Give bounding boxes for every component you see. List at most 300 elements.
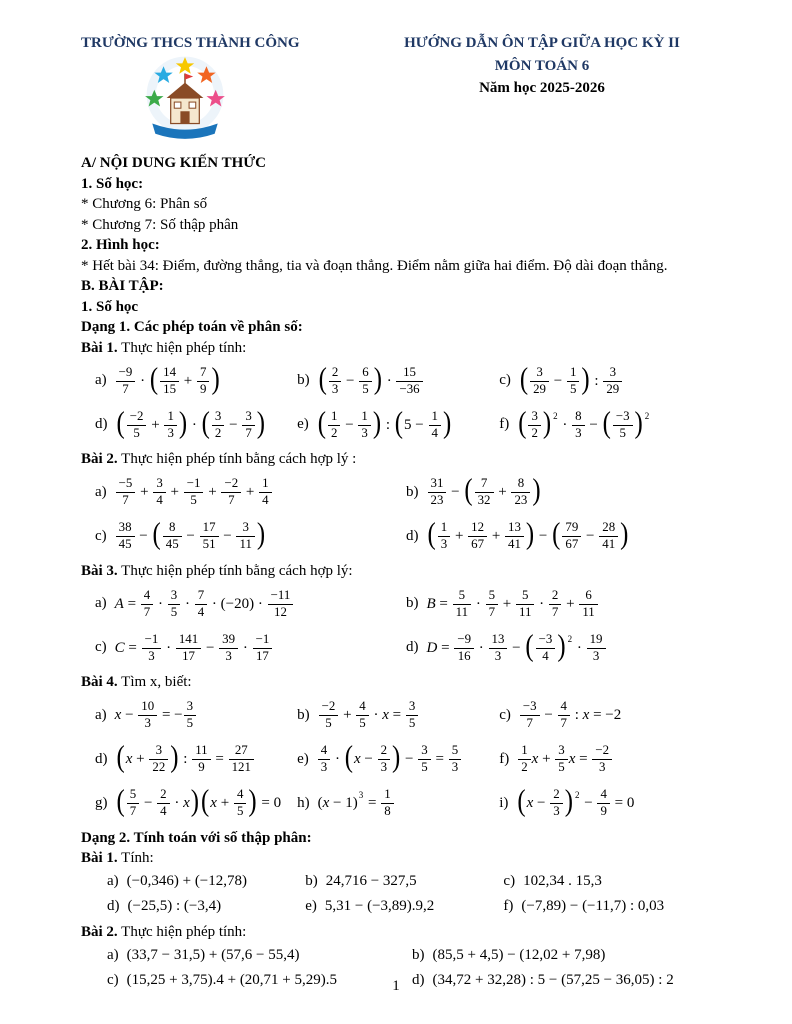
denominator: 32 [477, 493, 491, 507]
variable: B [426, 595, 436, 612]
numerator: 17 [200, 521, 219, 537]
denominator: 11 [455, 604, 469, 619]
denominator: 3 [494, 648, 502, 663]
fraction [168, 589, 180, 620]
numerator: 7 [197, 366, 209, 382]
math-expression: $\frac{-5}{7}$ + $\frac{3}{4}$ + $\frac{-1}{5}$ + $\frac{-2}{7}$ + $\frac{1}{4}$ [115, 477, 273, 508]
item-label: e) [297, 750, 309, 767]
fraction [184, 700, 196, 731]
denominator: 4 [542, 648, 549, 663]
exercise-item [95, 359, 291, 403]
fraction [164, 410, 176, 441]
big-paren: ) [256, 406, 266, 440]
item-label: d) [95, 416, 108, 433]
fraction [197, 366, 209, 397]
numerator: 13 [489, 633, 508, 649]
fraction [160, 366, 179, 397]
fraction [359, 366, 371, 397]
denominator: 11 [518, 604, 532, 619]
text-bold: Dạng 1. Các phép toán về phân số: [81, 319, 303, 335]
school-logo [139, 56, 231, 149]
exercise-block [81, 870, 711, 920]
numerator: 4 [356, 700, 368, 716]
exercise-item [406, 626, 711, 670]
text-line [81, 849, 711, 869]
math-expression: 102,34 . 15,3 [523, 873, 602, 890]
item-label: b) [406, 483, 419, 500]
numerator: 79 [562, 521, 581, 537]
denominator: 3 [380, 760, 388, 774]
big-paren: ( [394, 406, 404, 440]
exercise-item [499, 738, 711, 782]
denominator: 5 [133, 425, 140, 440]
denominator: 41 [602, 537, 616, 551]
fraction [381, 788, 393, 819]
fraction [613, 410, 633, 441]
denominator: 5 [325, 716, 332, 730]
fraction [453, 589, 471, 620]
item-label: b) [297, 706, 310, 723]
big-paren: ( [519, 362, 529, 396]
text-bold: B. BÀI TẬP: [81, 278, 164, 294]
math-expression: (x − $\frac{2}{3}$ ) $^2$ − $\frac{4}{9}$ = 0 [517, 784, 635, 818]
numerator: 1 [328, 410, 340, 426]
document-body [81, 154, 711, 993]
fraction [536, 633, 556, 664]
denominator: 23 [430, 493, 444, 507]
exponent: 2 [644, 411, 650, 422]
numerator: −2 [592, 744, 612, 760]
exercise-block [81, 582, 711, 670]
variable: x [183, 794, 190, 811]
text-line [81, 829, 711, 849]
numerator: 5 [516, 589, 534, 605]
numerator: 141 [176, 633, 201, 649]
fraction [562, 521, 581, 552]
denominator: 29 [533, 381, 546, 396]
numerator: 2 [378, 744, 390, 760]
fraction [597, 788, 609, 819]
numerator: 4 [141, 589, 153, 605]
denominator: 2 [214, 425, 222, 440]
numerator: 28 [599, 521, 618, 537]
item-label: g) [95, 794, 108, 811]
exercise-row [95, 694, 711, 738]
fraction [149, 744, 168, 775]
fraction [475, 477, 494, 508]
item-label: a) [95, 372, 107, 389]
text: Thực hiện phép tính bằng cách hợp lý: [117, 562, 353, 579]
exercise-item [95, 471, 400, 515]
fraction [511, 477, 530, 508]
numerator: 3 [149, 744, 168, 760]
item-label: i) [499, 794, 509, 811]
big-paren: ) [178, 406, 188, 440]
fraction [378, 744, 390, 775]
numerator: 5 [453, 589, 471, 605]
denominator: 16 [457, 648, 471, 663]
math-expression: $\frac{1}{2}$ x + $\frac{3}{5}$ x = $\frac{-2}{3}$ [517, 744, 613, 775]
item-label: a) [107, 946, 119, 963]
numerator: 19 [587, 633, 606, 649]
numerator: −1 [184, 477, 204, 493]
denominator: 5 [619, 425, 626, 440]
variable: x [526, 794, 534, 811]
big-paren: ( [149, 362, 159, 396]
numerator: 39 [219, 633, 238, 649]
denominator: 51 [202, 537, 216, 551]
denominator: 3 [148, 648, 155, 663]
exercise-item [412, 943, 711, 968]
numerator: 1 [164, 410, 176, 426]
document-title: HƯỚNG DẪN ÔN TẬP GIỮA HỌC KỲ II [404, 35, 680, 51]
numerator: 12 [468, 521, 487, 537]
big-paren: ( [152, 517, 161, 551]
denominator: −36 [399, 381, 420, 396]
fraction [438, 521, 450, 552]
text-line [81, 673, 711, 693]
numerator: −2 [319, 700, 339, 716]
fraction [221, 477, 241, 508]
big-paren: ( [518, 406, 527, 440]
exercise-item [95, 515, 400, 559]
exercise-item [297, 694, 493, 738]
item-label: f) [499, 750, 510, 767]
math-expression: ( $\frac{1}{3}$ + $\frac{12}{67}$ + $\frac{13}{41}$ ) − ( $\frac{79}{67}$ − $\frac{28}{41}$ ) [427, 517, 629, 551]
text-bold: Bài 4. [81, 674, 118, 690]
math-expression: (−25,5) : (−3,4) [127, 898, 222, 915]
big-paren: ( [602, 406, 611, 440]
denominator: 5 [170, 604, 178, 619]
item-label: b) [412, 946, 425, 963]
text-bold: Dạng 2. Tính toán với số thập phân: [81, 829, 312, 846]
denominator: 3 [440, 537, 448, 551]
numerator: 8 [572, 410, 584, 426]
denominator: 45 [118, 537, 132, 551]
exercise-item [95, 626, 400, 670]
item-label: b) [305, 873, 318, 890]
exercise-row [95, 359, 711, 403]
denominator: 3 [144, 716, 151, 730]
item-label: a) [95, 706, 107, 723]
item-label: c) [107, 971, 119, 988]
item-label: b) [406, 595, 419, 612]
exercise-item [305, 895, 497, 920]
text-line [81, 175, 711, 195]
denominator: 3 [361, 425, 368, 440]
numerator: 3 [530, 366, 549, 382]
fraction [195, 589, 207, 620]
numerator: 1 [438, 521, 450, 537]
denominator: 7 [122, 381, 129, 396]
fraction [516, 589, 534, 620]
variable: D [426, 639, 438, 656]
numerator: 1 [358, 410, 370, 426]
text-line [81, 318, 711, 338]
big-paren: ( [317, 406, 326, 440]
numerator: 3 [236, 521, 254, 537]
text-bold: Bài 2. [81, 451, 118, 467]
text: Thực hiện phép tính: [117, 339, 247, 356]
item-label: b) [297, 372, 310, 389]
text-bold: Bài 1. [81, 339, 118, 356]
fraction [468, 521, 487, 552]
big-paren: ( [344, 740, 353, 774]
numerator: −9 [116, 366, 136, 382]
numerator: −3 [613, 410, 633, 426]
fraction [558, 700, 570, 731]
denominator: 17 [255, 648, 269, 663]
text-line [81, 450, 711, 470]
exercise-block [81, 694, 711, 826]
fraction [505, 521, 524, 552]
text-line [81, 216, 711, 236]
fraction [242, 410, 254, 441]
math-expression: ( $\frac{5}{7}$ − $\frac{2}{4}$ · x)(x + $\frac{4}{5}$ ) = 0 [116, 784, 282, 818]
text-line [81, 257, 711, 277]
fraction [429, 410, 441, 441]
fraction [329, 366, 341, 397]
numerator: 31 [428, 477, 447, 493]
denominator: 7 [129, 804, 137, 818]
math-expression: C = $\frac{-1}{3}$ · $\frac{141}{17}$ − $\frac{39}{3}$ · $\frac{-1}{17}$ [115, 633, 274, 664]
exercise-item [95, 738, 291, 782]
denominator: 9 [600, 804, 607, 818]
denominator: 7 [526, 716, 533, 730]
header-left [81, 34, 373, 148]
exercise-item [297, 359, 493, 403]
denominator: 7 [245, 425, 252, 440]
denominator: 17 [182, 648, 195, 663]
math-expression: $\frac{-9}{7}$ · ( $\frac{14}{15}$ + $\frac{7}{9}$ ) [115, 366, 221, 397]
exercise-block [81, 471, 711, 559]
denominator: 3 [592, 648, 600, 663]
text-bold: Bài 2. [81, 923, 118, 940]
numerator: −1 [253, 633, 273, 649]
denominator: 67 [565, 537, 579, 551]
denominator: 7 [551, 604, 559, 619]
item-label: f) [499, 416, 510, 433]
fraction [550, 788, 562, 819]
denominator: 121 [231, 760, 251, 774]
exercise-item [95, 694, 291, 738]
fraction [157, 788, 169, 819]
exercise-row [95, 626, 711, 670]
denominator: 5 [362, 381, 369, 396]
numerator: −3 [536, 633, 556, 649]
denominator: 11 [239, 537, 252, 551]
exercise-block [81, 359, 711, 447]
item-label: d) [412, 971, 425, 988]
variable: x [125, 750, 133, 767]
numerator: 3 [418, 744, 430, 760]
header-right [373, 34, 711, 148]
text-line [81, 562, 711, 582]
math-expression: 5,31 − (−3,89).9,2 [324, 898, 435, 915]
exercise-item [406, 582, 711, 626]
variable: x [582, 706, 590, 723]
big-paren: ) [392, 740, 401, 774]
denominator: 4 [431, 425, 438, 440]
denominator: 3 [599, 760, 606, 774]
numerator: 4 [234, 788, 246, 804]
big-paren: ) [373, 362, 382, 396]
numerator: −11 [268, 589, 294, 605]
fraction [141, 589, 153, 620]
text: Tìm x, biết: [117, 674, 192, 690]
denominator: 5 [408, 716, 416, 730]
text-line [81, 339, 711, 359]
text-bold: 1. Số học [81, 298, 139, 315]
text-bold: A/ NỘI DUNG KIẾN THỨC [81, 155, 267, 171]
big-paren: ) [170, 740, 179, 774]
exercise-item [107, 870, 299, 895]
fraction [486, 589, 498, 620]
fraction [449, 744, 461, 775]
numerator: 3 [168, 589, 180, 605]
denominator: 4 [160, 804, 167, 818]
text: Thực hiện phép tính: [117, 923, 247, 940]
exercise-item [107, 895, 299, 920]
exercise-row [95, 582, 711, 626]
fraction [592, 744, 612, 775]
numerator: 38 [116, 521, 135, 537]
item-label: a) [95, 595, 107, 612]
big-paren: ) [525, 517, 535, 551]
exercise-row [107, 870, 711, 895]
denominator: 5 [569, 381, 577, 396]
big-paren: ) [620, 517, 629, 551]
numerator: 10 [138, 700, 157, 716]
fraction [138, 700, 157, 731]
fraction [153, 477, 165, 508]
text-line [81, 277, 711, 297]
numerator: 1 [259, 477, 271, 493]
denominator: 5 [558, 760, 565, 774]
school-year: Năm học 2025-2026 [479, 80, 605, 96]
numerator: 5 [449, 744, 461, 760]
variable: x [531, 750, 539, 767]
fraction [234, 788, 246, 819]
item-label: d) [406, 527, 419, 544]
numerator: 7 [195, 589, 207, 605]
exercise-item [406, 515, 711, 559]
numerator: 4 [558, 700, 570, 716]
math-expression: $\frac{4}{3}$ · (x − $\frac{2}{3}$ ) − $\frac{3}{5}$ = $\frac{5}{3}$ [317, 744, 462, 775]
variable: x [353, 750, 361, 767]
math-expression: (85,5 + 4,5) − (12,02 + 7,98) [432, 946, 606, 963]
document-header [81, 34, 711, 148]
big-paren: ) [564, 784, 573, 818]
numerator: 3 [242, 410, 254, 426]
fraction [520, 700, 540, 731]
math-expression: $(x - 1)^3$ = $\frac{1}{8}$ [318, 788, 395, 819]
page-number: 1 [392, 977, 400, 994]
math-expression: ( $\frac{3}{2}$ ) $^2$ · $\frac{8}{3}$ − ( $\frac{-3}{5}$ ) $^2$ [518, 406, 650, 440]
math-expression: ( $\frac{2}{3}$ − $\frac{6}{5}$ ) · $\frac{15}{-36}$ [318, 366, 424, 397]
exercise-row [95, 738, 711, 782]
exercise-row [107, 895, 711, 920]
text-bold: Bài 3. [81, 562, 118, 579]
big-paren: ) [256, 517, 266, 551]
fraction [200, 521, 219, 552]
item-label: d) [406, 639, 419, 656]
math-expression: A = $\frac{4}{7}$ · $\frac{3}{5}$ · $\frac{7}{4}$ · (−20) · $\frac{-11}{12}$ [115, 589, 295, 620]
denominator: 12 [274, 604, 287, 619]
numerator: −1 [142, 633, 162, 649]
numerator: 6 [579, 589, 597, 605]
denominator: 4 [156, 493, 163, 507]
big-paren: ( [116, 784, 125, 818]
denominator: 7 [560, 716, 567, 730]
item-label: c) [503, 873, 516, 890]
denominator: 2 [331, 425, 338, 440]
denominator: 4 [262, 493, 269, 507]
text-bold: Bài 1. [81, 850, 118, 866]
numerator: 8 [163, 521, 182, 537]
numerator: 3 [528, 410, 540, 426]
item-label: e) [297, 416, 309, 433]
text-bold: 2. Hình học: [81, 237, 160, 253]
fraction [127, 788, 139, 819]
exercise-row [107, 943, 711, 968]
big-paren: ( [201, 784, 210, 818]
math-expression: ( $\frac{3}{29}$ − $\frac{1}{5}$ ) : $\frac{3}{29}$ [519, 366, 623, 397]
fraction [219, 633, 238, 664]
exercise-item [499, 694, 711, 738]
big-paren: ) [634, 406, 643, 440]
exercise-item [305, 870, 497, 895]
big-paren: ) [532, 473, 541, 507]
fraction [454, 633, 474, 664]
denominator: 5 [186, 716, 194, 730]
school-emblem-icon [139, 56, 231, 142]
fraction [236, 521, 254, 552]
numerator: 2 [549, 589, 561, 605]
big-paren: ) [248, 784, 257, 818]
big-paren: ( [517, 784, 526, 818]
denominator: 2 [531, 425, 538, 440]
exercise-item [95, 403, 291, 447]
variable: x [568, 750, 576, 767]
item-label: d) [107, 898, 120, 915]
numerator: 8 [511, 477, 530, 493]
denominator: 7 [228, 493, 235, 507]
fraction [428, 477, 447, 508]
denominator: 7 [488, 604, 496, 619]
numerator: 13 [505, 521, 524, 537]
denominator: 3 [575, 425, 582, 440]
text: Tính: [117, 850, 154, 866]
numerator: −5 [116, 477, 136, 493]
exercise-item [499, 359, 711, 403]
big-paren: ( [318, 362, 327, 396]
fraction [567, 366, 579, 397]
fraction [268, 589, 294, 620]
numerator: 3 [603, 366, 622, 382]
numerator: 2 [550, 788, 562, 804]
exercise-item [297, 782, 493, 826]
text: * Hết bài 34: Điểm, đường thẳng, tia và đoạn thẳng. Điểm nằm giữa hai điểm. Độ dài đoạn thẳng. [81, 257, 668, 274]
numerator: 3 [406, 700, 418, 716]
item-label: e) [305, 898, 317, 915]
numerator: 6 [359, 366, 371, 382]
fraction [587, 633, 606, 664]
fraction [549, 589, 561, 620]
school-name: TRƯỜNG THCS THÀNH CÔNG [81, 35, 300, 51]
fraction [259, 477, 271, 508]
exponent: 2 [574, 789, 580, 800]
